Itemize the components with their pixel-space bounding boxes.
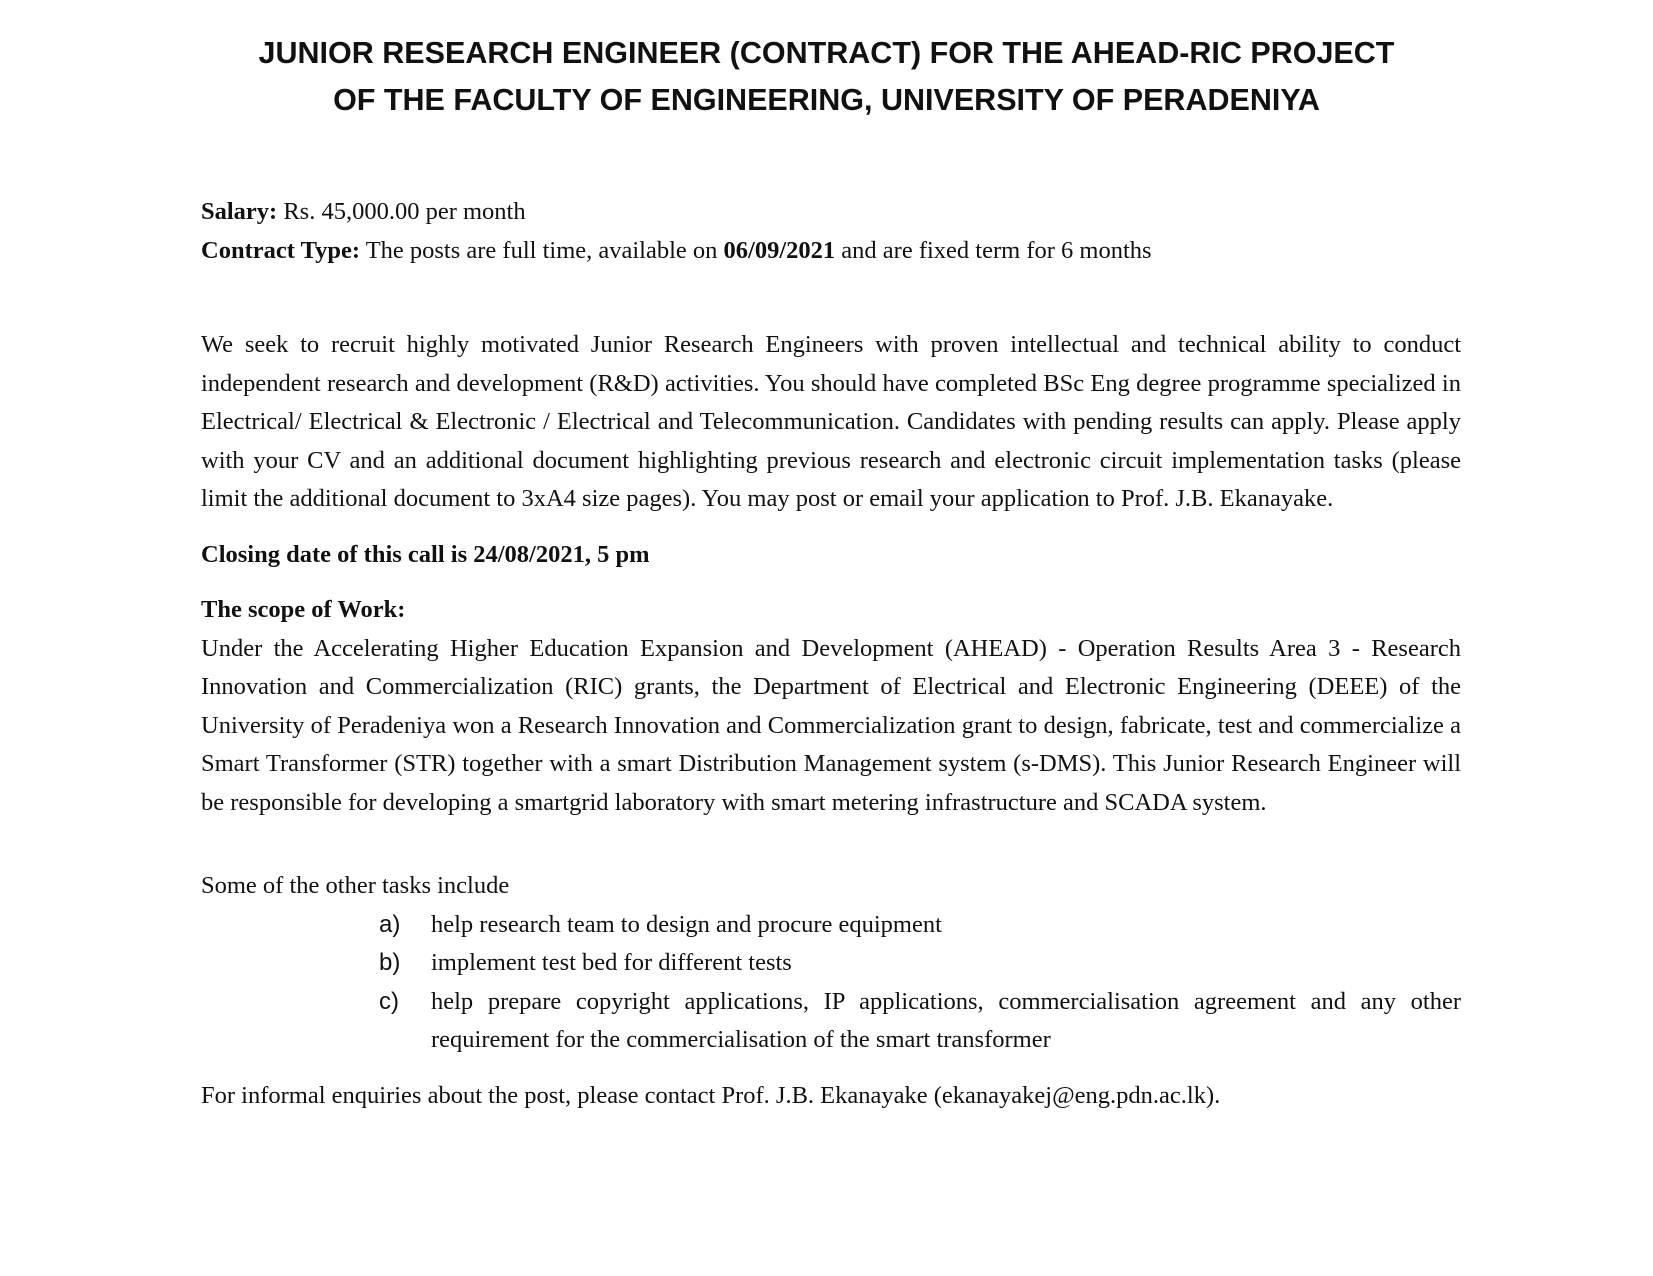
task-text-a: help research team to design and procure equipment — [431, 910, 942, 938]
salary-label: Salary: — [201, 198, 278, 225]
task-marker-b: b) — [379, 949, 401, 976]
title-line-2: OF THE FACULTY OF ENGINEERING, UNIVERSITY OF PERADENIYA — [333, 83, 1320, 117]
contract-text-before: The posts are full time, available on — [365, 236, 718, 264]
tasks-intro: Some of the other tasks include — [201, 872, 510, 899]
contract-start-date: 06/09/2021 — [723, 236, 836, 264]
task-item-a — [379, 906, 1461, 945]
scope-heading — [201, 591, 1461, 630]
scope-heading-text: The scope of Work: — [201, 596, 406, 623]
title-line-1: JUNIOR RESEARCH ENGINEER (CONTRACT) FOR THE AHEAD-RIC PROJECT — [258, 36, 1395, 70]
task-item-c — [379, 983, 1461, 1060]
closing-date — [201, 536, 1461, 575]
task-text-b: implement test bed for different tests — [431, 949, 792, 976]
intro-paragraph: We seek to recruit highly motivated Junior Research Engineers with proven intellectual and technical ability to conduct independent research and development (R&D) activities. You should have completed BSc Eng degree programme specialized in Electrical/ Electrical & Electronic / Electrical and Telecommunication. Candidates with pending results can apply. Please apply with your CV and an additional document highlighting previous research and electronic circuit implementation tasks (please limit the additional document to 3xA4 size pages). You may post or email your application to Prof. J.B. Ekanayake. — [201, 331, 1461, 512]
contract-type-label: Contract Type: — [201, 236, 360, 264]
document-body — [201, 193, 1461, 1115]
contract-type-line — [201, 232, 1461, 271]
task-item-b — [379, 944, 1461, 983]
task-text-c: help prepare copyright applications, IP applications, commercialisation agreement and any other requirement for the commercialisation of the smart transformer — [431, 987, 1461, 1053]
contract-text-after: and are fixed term for 6 months — [841, 236, 1152, 264]
document-title — [150, 30, 1503, 124]
closing-date-text: Closing date of this call is 24/08/2021, 5 pm — [201, 540, 650, 568]
task-marker-a: a) — [379, 910, 401, 938]
tasks-list — [201, 906, 1461, 1060]
salary-value: Rs. 45,000.00 per month — [283, 198, 526, 225]
enquiries-line: For informal enquiries about the post, please contact Prof. J.B. Ekanayake (ekanayakej@eng.pdn.ac.lk). — [201, 1081, 1221, 1109]
task-marker-c: c) — [379, 987, 399, 1015]
scope-paragraph: Under the Accelerating Higher Education Expansion and Development (AHEAD) - Operation Results Area 3 - Research Innovation and Commercialization (RIC) grants, the Department of Electrical and Electronic Engineering (DEEE) of the University of Peradeniya won a Research Innovation and Commercialization grant to design, fabricate, test and commercialize a Smart Transformer (STR) together with a smart Distribution Management system (s-DMS). This Junior Research Engineer will be responsible for developing a smartgrid laboratory with smart metering infrastructure and SCADA system. — [201, 634, 1461, 816]
salary-line — [201, 193, 1461, 232]
